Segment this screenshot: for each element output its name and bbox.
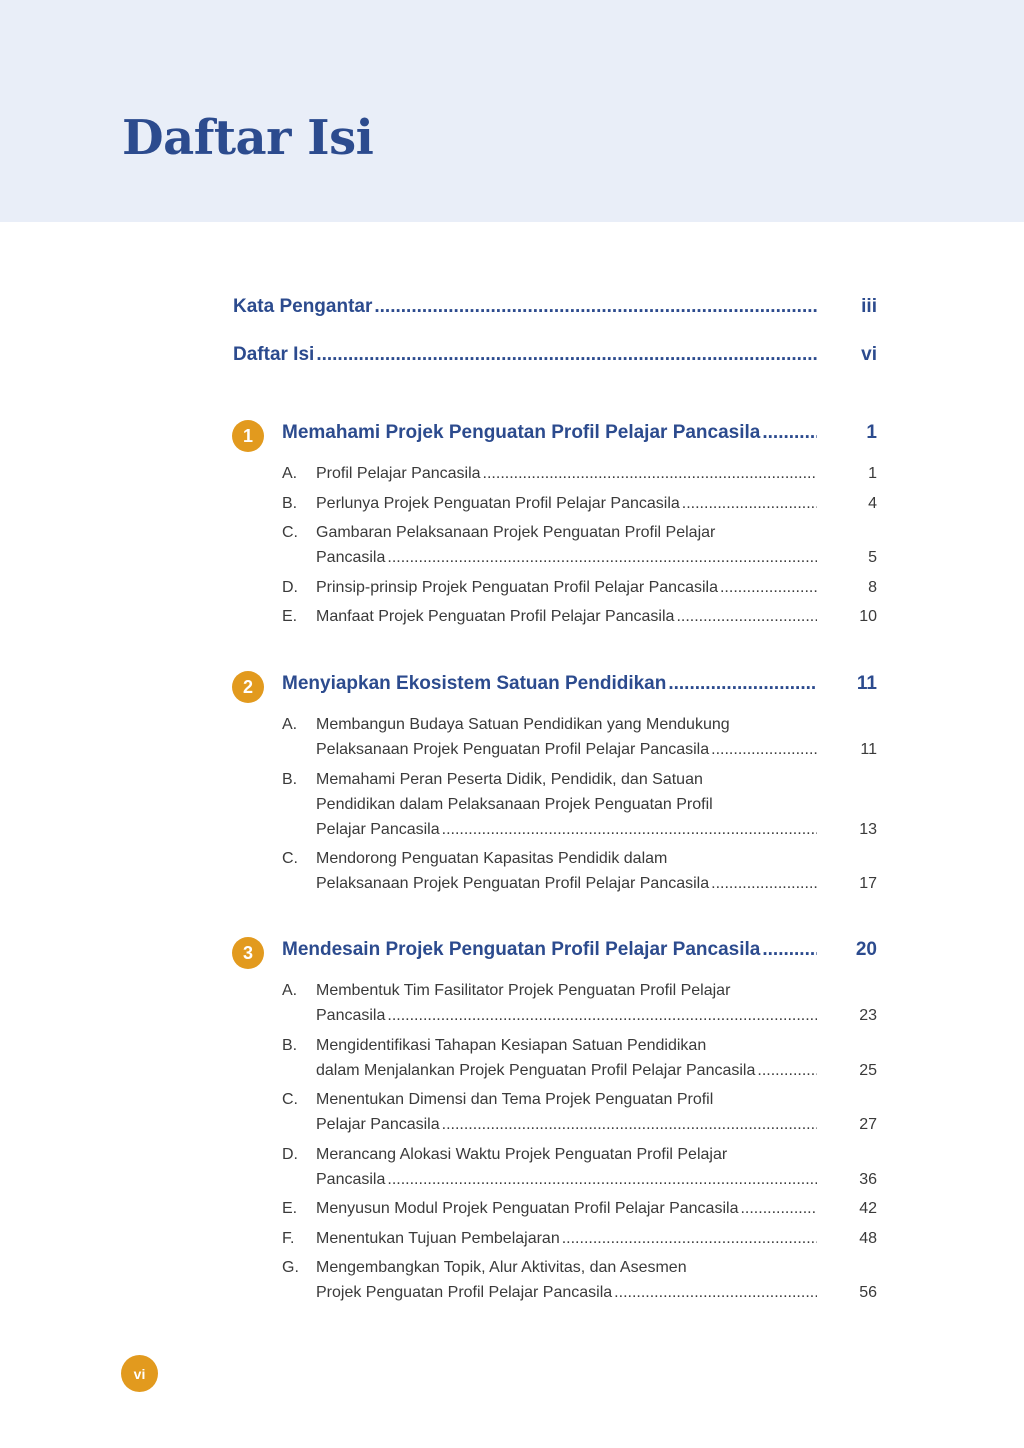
chapter-entry[interactable] <box>282 939 877 961</box>
chapter-number-badge: 2 <box>232 671 264 703</box>
subentry-last-line <box>316 1058 877 1083</box>
toc-subentry[interactable] <box>282 767 877 842</box>
subentry-letter: B. <box>282 770 298 788</box>
dot-leader <box>682 491 817 516</box>
dot-leader <box>387 545 817 570</box>
toc-subentry[interactable] <box>282 978 877 1028</box>
subentry-last-line <box>316 1196 877 1221</box>
subentry-letter: C. <box>282 1091 298 1108</box>
subentry-page: 4 <box>868 494 877 512</box>
subentry-page: 27 <box>859 1116 877 1133</box>
subentry-page: 13 <box>859 820 877 838</box>
chapter-number-badge: 3 <box>232 937 264 969</box>
subentry-text-line: Memahami Peran Peserta Didik, Pendidik, dan Satuan <box>316 770 703 788</box>
dot-leader <box>316 344 817 366</box>
subentry-body <box>316 846 877 896</box>
chapter-leader <box>282 673 817 695</box>
subentry-last-line <box>316 545 877 570</box>
subentry-page: 8 <box>868 578 877 596</box>
subentry-body <box>316 978 877 1028</box>
toc-subentry[interactable] <box>282 461 877 486</box>
subentry-page: 17 <box>859 875 877 892</box>
chapter-page: 20 <box>855 939 877 960</box>
subentry-body <box>316 1196 877 1221</box>
chapter-entry[interactable] <box>282 673 877 695</box>
subentry-letter: B. <box>282 1036 298 1054</box>
subentry-leader <box>316 575 817 600</box>
subentry-last-line <box>316 1167 877 1192</box>
subentry-last-line <box>316 871 877 896</box>
toc-subentry[interactable] <box>282 575 877 600</box>
dot-leader <box>711 871 817 896</box>
toc-entry-leader <box>233 296 817 318</box>
subentry-text-line: Mengembangkan Topik, Alur Aktivitas, dan Asesmen <box>316 1259 687 1276</box>
subentry-label: Profil Pelajar Pancasila <box>316 465 481 482</box>
subentry-last-line <box>316 604 877 629</box>
subentry-leader <box>316 1167 817 1192</box>
subentry-page: 25 <box>859 1061 877 1079</box>
dot-leader <box>562 1226 817 1251</box>
dot-leader <box>711 737 817 762</box>
subentry-leader <box>316 1003 817 1028</box>
subentry-label: Pancasila <box>316 1170 386 1188</box>
toc-entry-page: vi <box>861 344 877 365</box>
subentry-body <box>316 712 877 762</box>
subentry-leader <box>316 1280 817 1305</box>
subentry-leader <box>316 1112 817 1137</box>
subentry-leader <box>316 737 817 762</box>
subentry-body <box>316 767 877 842</box>
subentry-text-line: Mendorong Penguatan Kapasitas Pendidik dalam <box>316 850 668 867</box>
subentry-letter: C. <box>282 850 298 867</box>
toc-subentry[interactable] <box>282 1087 877 1137</box>
toc-subentry[interactable] <box>282 1142 877 1192</box>
subentry-page: 11 <box>860 741 877 758</box>
subentry-label: Manfaat Projek Penguatan Profil Pelajar Pancasila <box>316 608 675 625</box>
subentry-body <box>316 1033 877 1083</box>
subentry-last-line <box>316 1226 877 1251</box>
subentry-page: 42 <box>859 1200 877 1217</box>
chapter-page: 1 <box>866 422 877 443</box>
subentry-page: 23 <box>859 1007 877 1024</box>
subentry-page: 36 <box>859 1170 877 1188</box>
dot-leader <box>757 1058 817 1083</box>
dot-leader <box>387 1167 817 1192</box>
subentry-text-line: Gambaran Pelaksanaan Projek Penguatan Profil Pelajar <box>316 524 716 541</box>
subentry-page: 56 <box>859 1284 877 1301</box>
dot-leader <box>387 1003 817 1028</box>
dot-leader <box>720 575 817 600</box>
chapter-entry[interactable] <box>282 422 877 444</box>
subentry-last-line <box>316 575 877 600</box>
chapter-number-badge: 1 <box>232 420 264 452</box>
dot-leader <box>374 296 817 318</box>
subentry-letter: D. <box>282 578 298 596</box>
subentry-letter: C. <box>282 524 298 541</box>
subentry-body <box>316 491 877 516</box>
subentry-label: Pelaksanaan Projek Penguatan Profil Pelajar Pancasila <box>316 741 710 758</box>
subentry-label: Pancasila <box>316 549 386 566</box>
subentry-leader <box>316 1196 817 1221</box>
toc-entry-leader <box>233 344 817 366</box>
subentry-leader <box>316 1058 817 1083</box>
toc-entry-label: Kata Pengantar <box>233 296 373 317</box>
dot-leader <box>740 1196 817 1221</box>
subentry-label: Pelajar Pancasila <box>316 820 440 838</box>
toc-entry-label: Daftar Isi <box>233 344 315 365</box>
subentry-last-line <box>316 1280 877 1305</box>
subentry-label: Projek Penguatan Profil Pelajar Pancasila <box>316 1284 613 1301</box>
dot-leader <box>614 1280 817 1305</box>
chapter-label: Menyiapkan Ekosistem Satuan Pendidikan <box>282 673 667 694</box>
chapter-leader <box>282 939 817 961</box>
subentry-letter: A. <box>282 716 298 733</box>
subentry-text-line: Membentuk Tim Fasilitator Projek Penguatan Profil Pelajar <box>316 982 731 999</box>
subentry-leader <box>316 461 817 486</box>
subentry-page: 5 <box>868 549 877 566</box>
subentry-body <box>316 1087 877 1137</box>
subentry-letter: G. <box>282 1259 299 1276</box>
page-title: Daftar Isi <box>122 110 374 166</box>
subentry-body <box>316 1226 877 1251</box>
dot-leader <box>483 461 817 486</box>
subentry-body <box>316 1142 877 1192</box>
subentry-label: dalam Menjalankan Projek Penguatan Profil Pelajar Pancasila <box>316 1061 756 1079</box>
subentry-last-line <box>316 1003 877 1028</box>
page-number-badge: vi <box>121 1355 158 1392</box>
subentry-label: Pelajar Pancasila <box>316 1116 440 1133</box>
subentry-letter: D. <box>282 1145 298 1163</box>
subentry-leader <box>316 604 817 629</box>
toc-subentry[interactable] <box>282 1033 877 1083</box>
subentry-label: Menentukan Tujuan Pembelajaran <box>316 1229 560 1247</box>
dot-leader <box>762 422 817 444</box>
toc-subentry[interactable] <box>282 491 877 516</box>
chapter-label: Mendesain Projek Penguatan Profil Pelajar Pancasila <box>282 939 761 960</box>
subentry-label: Menyusun Modul Projek Penguatan Profil Pelajar Pancasila <box>316 1200 739 1217</box>
subentry-last-line <box>316 491 877 516</box>
subentry-page: 10 <box>859 608 877 625</box>
chapter-page: 11 <box>856 673 877 694</box>
subentry-body <box>316 604 877 629</box>
chapter-label: Memahami Projek Penguatan Profil Pelajar Pancasila <box>282 422 761 443</box>
subentry-leader <box>316 545 817 570</box>
subentry-label: Prinsip-prinsip Projek Penguatan Profil Pelajar Pancasila <box>316 578 718 596</box>
toc-subentry[interactable] <box>282 1255 877 1305</box>
subentry-body <box>316 461 877 486</box>
toc-subentry[interactable] <box>282 1226 877 1251</box>
subentry-label: Pelaksanaan Projek Penguatan Profil Pelajar Pancasila <box>316 875 710 892</box>
chapter-leader <box>282 422 817 444</box>
dot-leader <box>676 604 817 629</box>
toc-subentry[interactable] <box>282 712 877 762</box>
dot-leader <box>762 939 817 961</box>
subentry-letter: A. <box>282 982 298 999</box>
subentry-leader <box>316 817 817 842</box>
subentry-letter: E. <box>282 1200 298 1217</box>
subentry-last-line <box>316 817 877 842</box>
toc-subentry[interactable] <box>282 1196 877 1221</box>
subentry-label: Pancasila <box>316 1007 386 1024</box>
subentry-text-line: Mengidentifikasi Tahapan Kesiapan Satuan Pendidikan <box>316 1036 707 1054</box>
subentry-letter: E. <box>282 608 298 625</box>
toc-entry[interactable] <box>233 344 877 366</box>
subentry-body <box>316 575 877 600</box>
subentry-text-line: Membangun Budaya Satuan Pendidikan yang Mendukung <box>316 716 730 733</box>
subentry-last-line <box>316 1112 877 1137</box>
subentry-letter: A. <box>282 465 298 482</box>
subentry-label: Perlunya Projek Penguatan Profil Pelajar Pancasila <box>316 494 680 512</box>
toc-subentry[interactable] <box>282 846 877 896</box>
dot-leader <box>442 817 817 842</box>
subentry-letter: F. <box>282 1229 295 1247</box>
subentry-body <box>316 1255 877 1305</box>
subentry-leader <box>316 1226 817 1251</box>
subentry-page: 1 <box>868 465 877 482</box>
subentry-leader <box>316 491 817 516</box>
subentry-body <box>316 520 877 570</box>
subentry-leader <box>316 871 817 896</box>
toc-subentry[interactable] <box>282 520 877 570</box>
subentry-last-line <box>316 461 877 486</box>
subentry-letter: B. <box>282 494 298 512</box>
subentry-page: 48 <box>859 1229 877 1247</box>
dot-leader <box>442 1112 817 1137</box>
toc-entry[interactable] <box>233 296 877 318</box>
toc-entry-page: iii <box>861 296 877 317</box>
toc-subentry[interactable] <box>282 604 877 629</box>
dot-leader <box>668 673 817 695</box>
subentry-text-line: Menentukan Dimensi dan Tema Projek Penguatan Profil <box>316 1091 714 1108</box>
subentry-text-line: Pendidikan dalam Pelaksanaan Projek Penguatan Profil <box>316 795 713 813</box>
subentry-last-line <box>316 737 877 762</box>
subentry-text-line: Merancang Alokasi Waktu Projek Penguatan Profil Pelajar <box>316 1145 728 1163</box>
